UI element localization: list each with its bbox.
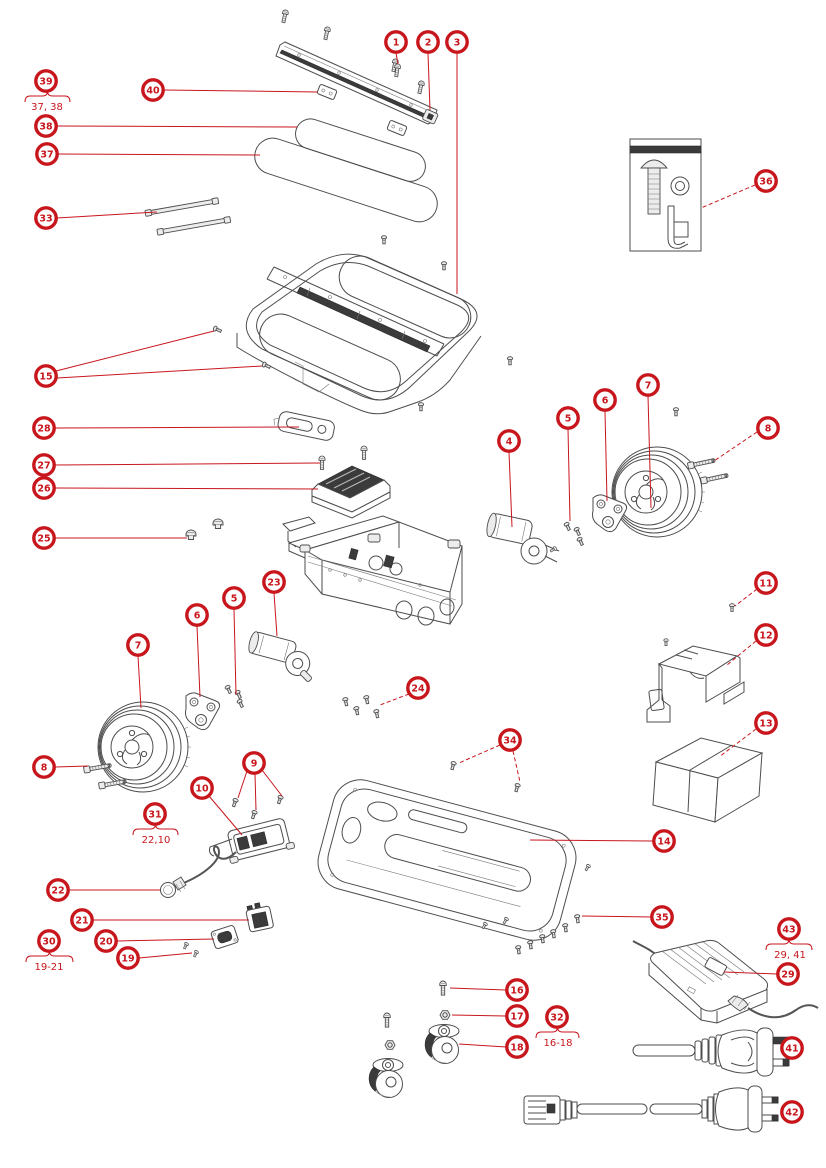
leader-line	[513, 751, 520, 782]
leader-line	[57, 366, 262, 378]
callout-16	[450, 980, 527, 1000]
callout-22	[48, 880, 160, 900]
callout-43	[766, 919, 812, 961]
leader-line	[459, 1044, 506, 1047]
callout-number: 7	[134, 640, 142, 652]
leader-line	[428, 53, 430, 110]
callout-number: 14	[657, 836, 671, 848]
callout-8	[34, 757, 88, 777]
callout-37	[37, 144, 260, 164]
callout-number: 5	[230, 593, 238, 605]
callout-35	[582, 907, 672, 927]
callout-38	[36, 116, 297, 136]
callout-33	[36, 208, 157, 228]
callout-6	[595, 390, 615, 501]
part-battery-13	[653, 738, 762, 822]
callout-number: 13	[759, 718, 773, 730]
callout-18	[459, 1037, 527, 1057]
callout-40	[143, 80, 318, 100]
part-caster-set-left	[369, 1013, 403, 1098]
part-plate-20	[210, 925, 238, 950]
callout-number: 26	[37, 483, 51, 495]
callout-42	[782, 1102, 802, 1122]
callout-number: 9	[250, 758, 258, 770]
part-plug-22	[161, 877, 187, 898]
screws-19	[182, 942, 199, 958]
screws-11	[664, 604, 735, 646]
callout-3	[447, 32, 467, 294]
callout-number: 37	[40, 149, 54, 161]
group-sublabel: 22,10	[141, 835, 171, 846]
group-sublabel: 37, 38	[31, 102, 63, 113]
callout-number: 6	[601, 395, 609, 407]
callout-number: 6	[193, 610, 201, 622]
callout-24	[380, 678, 428, 705]
callout-17	[452, 1006, 527, 1026]
part-bracket-12	[647, 646, 744, 722]
part-switch-21	[245, 901, 274, 932]
part-plug-41	[633, 1028, 789, 1076]
callout-number: 39	[39, 76, 53, 88]
callout-number: 34	[503, 735, 517, 747]
callout-28	[34, 418, 299, 438]
callout-23	[264, 572, 284, 636]
callout-5	[224, 588, 244, 695]
callout-number: 4	[505, 436, 513, 448]
callout-number: 24	[411, 683, 425, 695]
callout-25	[34, 528, 187, 548]
leader-line	[56, 331, 214, 371]
leader-line	[164, 90, 318, 92]
part-top-rail	[276, 42, 438, 124]
leader-line	[274, 593, 277, 636]
callout-6	[187, 605, 207, 697]
leader-line	[380, 694, 409, 705]
callout-number: 25	[37, 533, 51, 545]
callout-number: 17	[510, 1011, 524, 1023]
callout-19	[118, 948, 192, 968]
leader-line	[605, 411, 607, 501]
callout-5	[558, 408, 578, 521]
callout-number: 30	[42, 936, 56, 948]
part-caster-set-right	[425, 981, 459, 1064]
leader-line	[262, 770, 282, 796]
callout-number: 15	[39, 371, 53, 383]
callout-number: 42	[785, 1107, 799, 1119]
callout-number: 2	[424, 37, 432, 49]
screws-27	[319, 446, 367, 469]
leader-line	[234, 609, 236, 695]
part-base-plate-14	[312, 774, 582, 947]
callout-number: 5	[564, 413, 572, 425]
callout-34	[459, 730, 520, 782]
callout-number: 28	[37, 423, 51, 435]
leader-line	[139, 953, 192, 958]
callout-20	[96, 931, 214, 951]
part-rods-33	[145, 198, 231, 236]
leader-line	[55, 427, 299, 428]
leader-line	[459, 745, 500, 763]
callout-number: 38	[39, 121, 53, 133]
callout-number: 12	[759, 630, 773, 642]
callout-21	[72, 910, 249, 930]
part-motor-4	[485, 512, 559, 564]
part-controller-10	[170, 817, 295, 889]
callout-31	[133, 804, 178, 846]
leader-line	[714, 432, 757, 461]
leader-line	[58, 154, 260, 155]
callout-number: 11	[759, 578, 773, 590]
callout-8	[714, 418, 778, 461]
callout-number: 7	[644, 380, 652, 392]
screws-34	[449, 761, 520, 792]
leader-line	[57, 126, 297, 127]
leader-line	[117, 939, 214, 941]
callout-number: 8	[764, 423, 772, 435]
screws-24	[342, 695, 380, 718]
callout-number: 41	[785, 1043, 799, 1055]
leader-line	[55, 488, 318, 489]
leader-line	[509, 452, 512, 527]
callout-number: 22	[51, 885, 65, 897]
callout-number: 27	[37, 460, 51, 472]
part-plate-28	[272, 409, 336, 441]
part-motor-23	[243, 631, 320, 683]
callout-12	[727, 625, 776, 665]
part-hardware-box-36	[630, 139, 701, 251]
callout-32	[536, 1007, 579, 1049]
group-sublabel: 19-21	[34, 962, 64, 973]
leader-line	[452, 1015, 506, 1016]
callout-7	[128, 635, 148, 708]
leader-line	[197, 626, 200, 697]
callout-27	[34, 455, 320, 475]
part-gasket-37	[250, 134, 442, 227]
callout-number: 36	[759, 176, 773, 188]
screws-9	[231, 795, 283, 819]
callout-4	[499, 431, 519, 527]
part-cord-42	[524, 1086, 778, 1132]
leader-line	[735, 589, 757, 606]
screws-5-left	[225, 685, 245, 709]
part-bracket-left-6	[186, 693, 220, 730]
callout-number: 21	[75, 915, 89, 927]
group-sublabel: 29, 41	[774, 950, 806, 961]
leader-line	[57, 212, 157, 218]
leader-line	[701, 185, 755, 208]
callout-number: 1	[392, 37, 400, 49]
part-wheel-right	[612, 447, 705, 537]
callout-11	[735, 573, 776, 606]
callout-15	[36, 331, 262, 386]
callout-number: 43	[782, 924, 796, 936]
leader-line	[55, 766, 88, 767]
callout-number: 33	[39, 213, 53, 225]
callout-number: 19	[121, 953, 135, 965]
leader-line	[138, 656, 141, 708]
callout-number: 40	[146, 85, 160, 97]
callout-number: 29	[781, 969, 795, 981]
callout-number: 32	[550, 1012, 564, 1024]
callout-number: 10	[195, 783, 209, 795]
leader-line	[238, 771, 247, 798]
callout-26	[34, 478, 318, 498]
callout-number: 23	[267, 577, 281, 589]
leader-line	[582, 916, 651, 917]
callout-number: 3	[453, 37, 461, 49]
callout-number: 18	[510, 1042, 524, 1054]
screws-5-right	[564, 522, 585, 547]
group-sublabel: 16-18	[543, 1038, 573, 1049]
leader-line	[55, 463, 320, 465]
callout-39	[25, 71, 70, 113]
leader-line	[255, 774, 256, 810]
callout-number: 35	[655, 912, 669, 924]
callout-number: 31	[148, 809, 162, 821]
part-chassis-frame	[283, 516, 462, 625]
callout-30	[26, 931, 73, 973]
part-wheel-left	[98, 702, 191, 792]
part-cleat-26	[312, 466, 390, 518]
leader-line	[450, 988, 506, 990]
callout-41	[782, 1038, 802, 1058]
callout-number: 8	[40, 762, 48, 774]
callout-number: 16	[510, 985, 524, 997]
callout-36	[701, 171, 776, 208]
part-feet-25	[186, 519, 223, 540]
callout-number: 20	[99, 936, 113, 948]
callout-9	[238, 753, 282, 810]
callout-2	[418, 32, 438, 110]
leader-line	[568, 429, 570, 521]
part-top-cover	[237, 249, 481, 414]
